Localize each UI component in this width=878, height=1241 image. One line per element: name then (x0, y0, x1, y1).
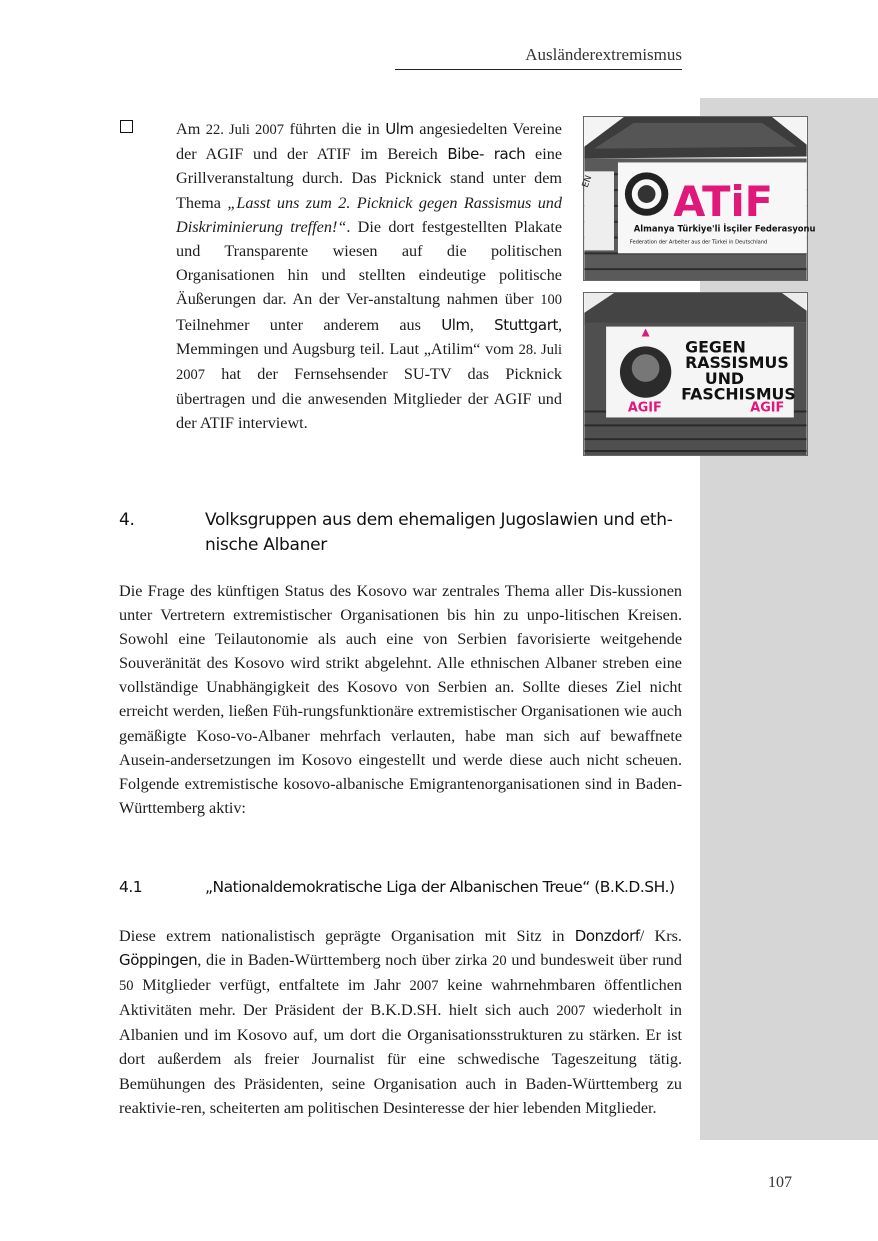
intro-bullet-paragraph: Am 22. Juli 2007 führten die in Ulm angesiedelten Vereine der AGIF und der ATIF im Bereich Bibe- rach eine Grillveranstaltung durch. Das Picknick stand unter dem Thema „Lasst uns zum 2. Picknick gegen Rassismus und Diskriminierung treffen!“. Die dort festgestellten Plakate und Transparente wiesen auf die politischen Organisationen hin und stellten eindeutige politische Äußerungen dar. An der Ver-anstaltung nahmen über 100 Teilnehmer unter anderem aus Ulm, Stuttgart, Memmingen und Augsburg teil. Laut „Atilim“ vom 28. Juli 2007 hat der Fernsehsender SU-TV das Picknick übertragen und die anwesenden Mitglieder der AGIF und der ATIF interviewt. (176, 120, 563, 433)
atif-logo-text: ATiF (673, 176, 774, 226)
agif-logo-left: AGIF (627, 400, 662, 416)
photo-atif-banner (580, 116, 816, 281)
checkbox-bullet-icon (120, 120, 133, 133)
subsection-number: 4.1 (119, 878, 143, 896)
section-title: Volksgruppen aus dem ehemaligen Jugoslawien und eth-nische Albaner (205, 510, 673, 555)
banner-word: FASCHISMUS (681, 384, 796, 404)
subsection-title: „Nationaldemokratische Liga der Albanischen Treue“ (B.K.D.SH.) (205, 878, 675, 896)
page-number: 107 (768, 1174, 792, 1191)
photo-agif-banner (583, 292, 808, 456)
svg-text:EN: EN (580, 174, 595, 190)
section-4-1-paragraph: Diese extrem nationalistisch geprägte Organisation mit Sitz in Donzdorf/ Krs. Göppingen, die in Baden-Württemberg noch über zirka 20 und bundesweit über rund 50 Mitglieder verfügt, entfaltete im Jahr 2007 keine wahrnehmbaren öffentlichen Aktivitäten mehr. Der Präsident der B.K.D.SH. hielt sich auch 2007 wiederholt in Albanien und im Kosovo auf, um dort die Organisationsstrukturen zu stärken. Er ist dort außerdem als freier Journalist für eine schwedische Tageszeitung tätig. Bemühungen des Präsidenten, seine Organisation auch in Baden-Württemberg zu reaktivie-ren, scheiterten am politischen Desinteresse der hier lebenden Mitglieder. (119, 927, 682, 1117)
header-rule (395, 69, 682, 70)
keyword-ulm: Ulm (385, 120, 414, 138)
atif-banner-line1: Almanya Türkiye'li İsçiler Federasyonu (633, 223, 816, 234)
keyword-goeppingen: Göppingen (119, 951, 198, 970)
banner-word: RASSISMUS (685, 353, 789, 373)
keyword-ulm: Ulm (441, 315, 470, 334)
section-4-paragraph: Die Frage des künftigen Status des Kosovo war zentrales Thema aller Dis-kussionen unter Vertretern extremistischer Organisationen bis hin zu unpo-litischen Kreisen. Sowohl eine Teilautonomie als auch eine von Serbien favorisierte weitgehende Souveränität des Kosovo wird strikt abgelehnt. Alle ethnischen Albaner streben eine vollständige Unabhängigkeit des Kosovo von Serbien an. Sollte dieses Ziel nicht erreicht werden, ließen Füh-rungsfunktionäre extremistischer Organisationen wie auch gemäßigte Koso-vo-Albaner mehrfach verlauten, habe man sich auf bewaffnete Ausein-andersetzungen im Kosovo eingestellt und werde diese auch nicht scheuen. Folgende extremistische kosovo-albanische Emigrantenorganisationen sind in Baden-Württemberg aktiv: (119, 582, 682, 817)
keyword-stuttgart: Stuttgart (494, 315, 558, 334)
keyword-biberach: Bibe- (447, 145, 485, 164)
agif-logo-right: AGIF (750, 400, 785, 416)
banner-word: GEGEN (685, 337, 746, 357)
banner-word: UND (704, 368, 745, 388)
event-motto: „Lasst uns zum 2. Picknick gegen Rassismus und Diskriminierung treffen!“ (176, 193, 562, 236)
section-number: 4. (119, 510, 135, 530)
atif-banner-line2: Federation der Arbeiter aus der Türkei in Deutschland (629, 239, 768, 246)
running-header: Ausländerextremismus (525, 45, 682, 64)
keyword-donzdorf: Donzdorf (574, 927, 640, 945)
